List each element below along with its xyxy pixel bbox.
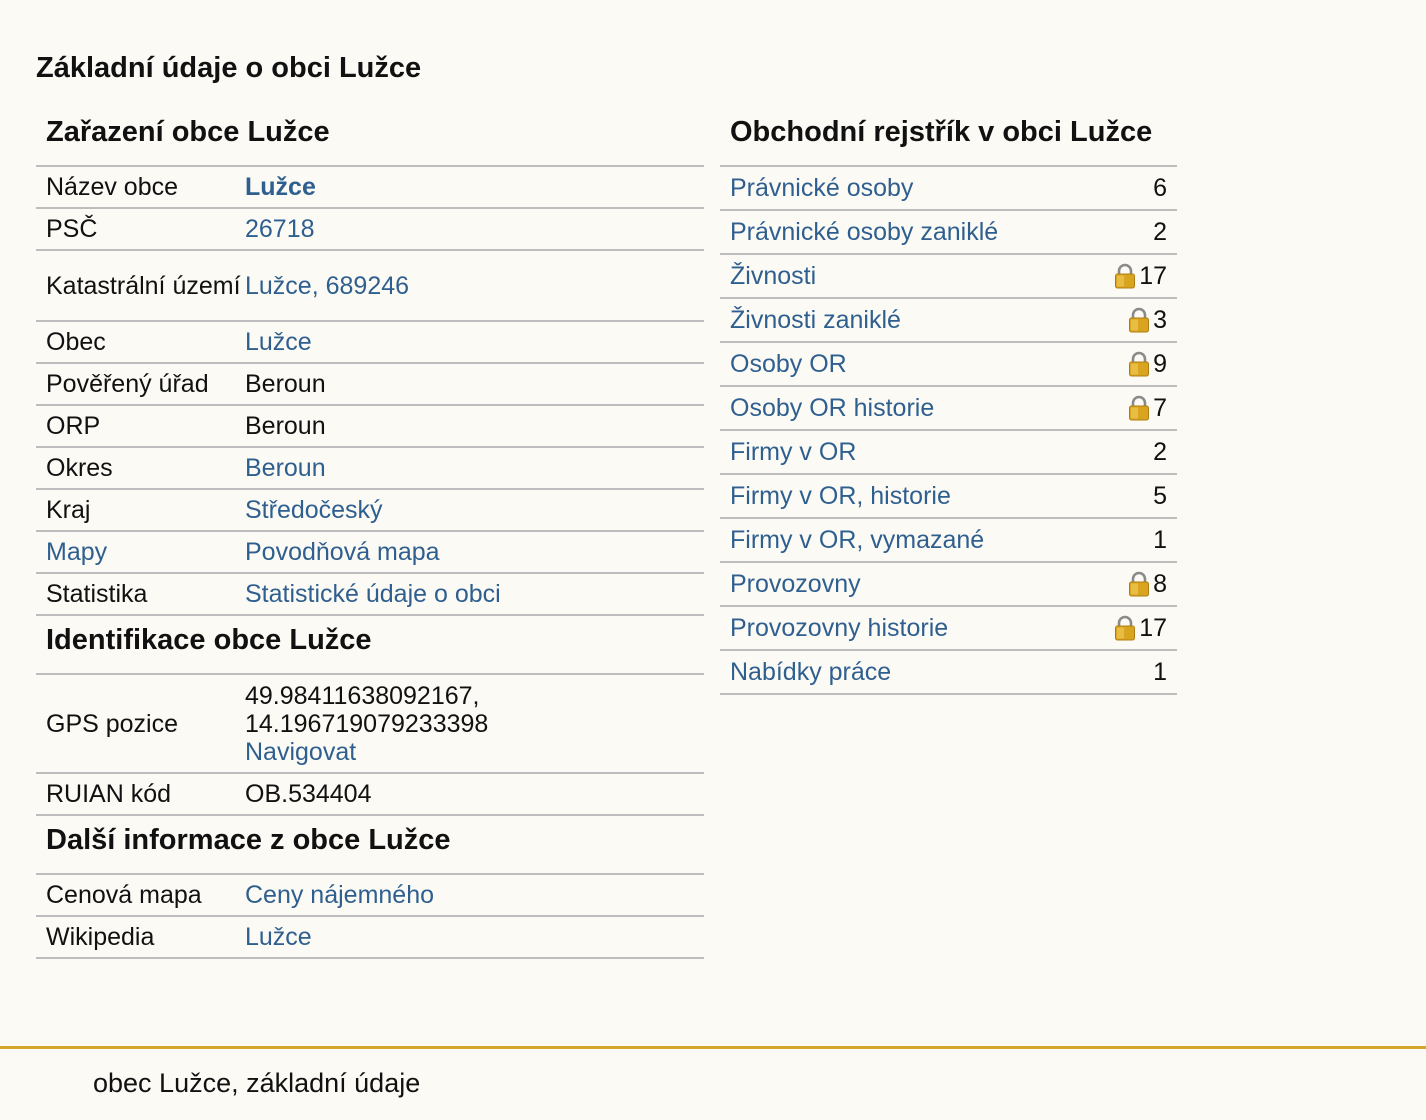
row-okres <box>36 448 704 490</box>
ruian-value: OB.534404 <box>245 780 372 808</box>
row-label: ORP <box>46 412 101 440</box>
row-label: Statistika <box>46 580 148 608</box>
register-row <box>720 211 1177 255</box>
row-orp <box>36 406 704 448</box>
register-count <box>1128 570 1167 599</box>
footer-text: obec Lužce, základní údaje <box>93 1068 421 1098</box>
register-count-value: 6 <box>1153 173 1167 202</box>
register-count-value: 17 <box>1139 261 1167 290</box>
register-item-link[interactable]: Právnické osoby <box>730 173 914 202</box>
register-item-link[interactable]: Nabídky práce <box>730 657 892 686</box>
row-label: Katastrální území <box>46 271 241 300</box>
row-obec <box>36 322 704 364</box>
rent-prices-link[interactable]: Ceny nájemného <box>245 881 435 909</box>
register-count <box>1114 262 1167 291</box>
register-row <box>720 431 1177 475</box>
wikipedia-link[interactable]: Lužce <box>245 923 312 951</box>
row-cenova-mapa <box>36 875 704 917</box>
flood-map-link[interactable]: Povodňová mapa <box>245 538 440 566</box>
register-count <box>1153 482 1167 511</box>
register-count-value: 3 <box>1153 305 1167 334</box>
lock-icon <box>1128 571 1150 597</box>
register-row <box>720 255 1177 299</box>
register-row <box>720 651 1177 695</box>
row-label: Obec <box>46 328 106 356</box>
register-count <box>1128 306 1167 335</box>
page-title: Základní údaje o obci Lužce <box>36 52 422 84</box>
lock-icon <box>1114 615 1136 641</box>
lock-icon <box>1128 307 1150 333</box>
row-nazev-obce <box>36 167 704 209</box>
register-count <box>1153 438 1167 467</box>
register-count-value: 2 <box>1153 437 1167 466</box>
lock-icon <box>1128 351 1150 377</box>
row-katastralni-uzemi <box>36 251 704 322</box>
register-count-value: 1 <box>1153 525 1167 554</box>
district-link[interactable]: Beroun <box>245 454 326 482</box>
register-count <box>1153 174 1167 203</box>
register-row <box>720 563 1177 607</box>
row-wikipedia <box>36 917 704 959</box>
register-count-value: 1 <box>1153 657 1167 686</box>
section-title-dalsi: Další informace z obce Lužce <box>36 816 704 875</box>
register-item-link[interactable]: Osoby OR <box>730 349 847 378</box>
register-row <box>720 475 1177 519</box>
row-statistika <box>36 574 704 616</box>
row-psc <box>36 209 704 251</box>
row-label: PSČ <box>46 215 98 243</box>
register-item-link[interactable]: Provozovny historie <box>730 613 949 642</box>
register-row <box>720 387 1177 431</box>
register-row <box>720 343 1177 387</box>
section-title-identifikace: Identifikace obce Lužce <box>36 616 704 675</box>
municipality-name-link[interactable]: Lužce <box>245 173 316 201</box>
navigate-link[interactable]: Navigovat <box>245 737 357 766</box>
orp-value: Beroun <box>245 412 326 440</box>
register-count-value: 17 <box>1139 613 1167 642</box>
register-row <box>720 167 1177 211</box>
row-label: Název obce <box>46 173 179 201</box>
row-label: GPS pozice <box>46 709 179 738</box>
register-count-value: 9 <box>1153 349 1167 378</box>
register-count-value: 5 <box>1153 481 1167 510</box>
row-label: RUIAN kód <box>46 780 172 808</box>
register-item-link[interactable]: Firmy v OR, historie <box>730 481 951 510</box>
register-count <box>1153 218 1167 247</box>
row-mapy <box>36 532 704 574</box>
psc-link[interactable]: 26718 <box>245 215 315 243</box>
register-count <box>1114 614 1167 643</box>
register-count-value: 8 <box>1153 569 1167 598</box>
gps-latitude: 49.98411638092167, <box>245 681 480 710</box>
lock-icon <box>1114 263 1136 289</box>
register-row <box>720 607 1177 651</box>
register-count-value: 7 <box>1153 393 1167 422</box>
business-register-list <box>720 167 1177 695</box>
region-link[interactable]: Středočeský <box>245 496 383 524</box>
register-item-link[interactable]: Právnické osoby zaniklé <box>730 217 999 246</box>
obec-link[interactable]: Lužce <box>245 328 312 356</box>
row-label: Wikipedia <box>46 923 155 951</box>
row-povereny-urad <box>36 364 704 406</box>
section-title-rejstrik: Obchodní rejstřík v obci Lužce <box>720 108 1177 167</box>
row-label: Pověřený úřad <box>46 370 209 398</box>
row-label: Okres <box>46 454 113 482</box>
register-item-link[interactable]: Živnosti <box>730 261 817 290</box>
section-title-zarazeni: Zařazení obce Lužce <box>36 108 704 167</box>
register-item-link[interactable]: Firmy v OR <box>730 437 857 466</box>
register-count <box>1153 658 1167 687</box>
row-label: Cenová mapa <box>46 881 202 909</box>
authorized-office-value: Beroun <box>245 370 326 398</box>
business-register-column <box>720 108 1177 695</box>
register-item-link[interactable]: Provozovny <box>730 569 861 598</box>
gps-longitude: 14.196719079233398 <box>245 709 489 738</box>
maps-link[interactable]: Mapy <box>46 538 108 566</box>
lock-icon <box>1128 395 1150 421</box>
footer-divider <box>0 1046 1426 1049</box>
row-label: Kraj <box>46 496 91 524</box>
register-item-link[interactable]: Osoby OR historie <box>730 393 935 422</box>
register-item-link[interactable]: Živnosti zaniklé <box>730 305 901 334</box>
row-gps <box>36 675 704 774</box>
row-ruian <box>36 774 704 816</box>
register-count-value: 2 <box>1153 217 1167 246</box>
register-count <box>1153 526 1167 555</box>
gps-value <box>245 682 694 766</box>
cadastral-area-link[interactable]: Lužce, 689246 <box>245 271 410 300</box>
municipality-info-column <box>36 108 704 959</box>
register-count <box>1128 394 1167 423</box>
register-count <box>1128 350 1167 379</box>
register-item-link[interactable]: Firmy v OR, vymazané <box>730 525 985 554</box>
statistics-link[interactable]: Statistické údaje o obci <box>245 580 501 608</box>
register-row <box>720 519 1177 563</box>
row-kraj <box>36 490 704 532</box>
register-row <box>720 299 1177 343</box>
